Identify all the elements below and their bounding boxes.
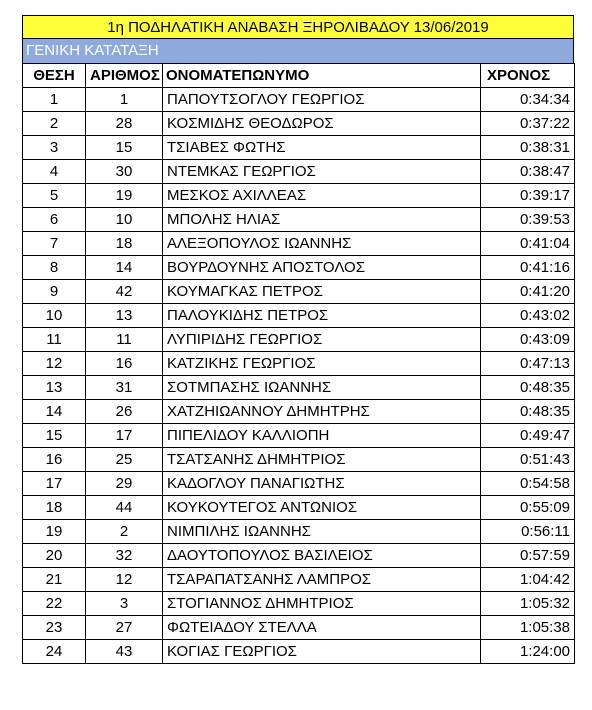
cell-position: 13 <box>23 376 86 400</box>
cell-name: ΛΥΠΙΡΙΔΗΣ ΓΕΩΡΓΙΟΣ <box>163 328 481 352</box>
cell-name: ΝΤΕΜΚΑΣ ΓΕΩΡΓΙΟΣ <box>163 160 481 184</box>
table-row <box>23 184 575 208</box>
table-row <box>23 328 575 352</box>
cell-time: 0:34:34 <box>481 88 575 112</box>
cell-name: ΜΕΣΚΟΣ ΑΧΙΛΛΕΑΣ <box>163 184 481 208</box>
cell-number: 15 <box>86 136 163 160</box>
cell-name: ΝΙΜΠΙΛΗΣ ΙΩΑΝΝΗΣ <box>163 520 481 544</box>
cell-time: 0:41:20 <box>481 280 575 304</box>
cell-time: 0:43:09 <box>481 328 575 352</box>
cell-number: 12 <box>86 568 163 592</box>
cell-time: 0:56:11 <box>481 520 575 544</box>
cell-name: ΒΟΥΡΔΟΥΝΗΣ ΑΠΟΣΤΟΛΟΣ <box>163 256 481 280</box>
cell-name: ΤΣΑΡΑΠΑΤΣΑΝΗΣ ΛΑΜΠΡΟΣ <box>163 568 481 592</box>
cell-position: 23 <box>23 616 86 640</box>
cell-name: ΧΑΤΖΗΙΩΑΝΝΟΥ ΔΗΜΗΤΡΗΣ <box>163 400 481 424</box>
cell-position: 7 <box>23 232 86 256</box>
cell-time: 1:04:42 <box>481 568 575 592</box>
cell-position: 17 <box>23 472 86 496</box>
header-row <box>23 64 575 88</box>
section-title: ΓΕΝΙΚΗ ΚΑΤΑΤΑΞΗ <box>22 39 574 63</box>
cell-name: ΣΟΤΜΠΑΣΗΣ ΙΩΑΝΝΗΣ <box>163 376 481 400</box>
cell-number: 19 <box>86 184 163 208</box>
cell-time: 0:57:59 <box>481 544 575 568</box>
cell-number: 28 <box>86 112 163 136</box>
cell-time: 0:55:09 <box>481 496 575 520</box>
cell-position: 8 <box>23 256 86 280</box>
table-row <box>23 616 575 640</box>
cell-number: 10 <box>86 208 163 232</box>
cell-number: 13 <box>86 304 163 328</box>
cell-position: 21 <box>23 568 86 592</box>
cell-number: 17 <box>86 424 163 448</box>
cell-number: 42 <box>86 280 163 304</box>
cell-number: 18 <box>86 232 163 256</box>
cell-position: 1 <box>23 88 86 112</box>
cell-time: 1:05:38 <box>481 616 575 640</box>
cell-number: 25 <box>86 448 163 472</box>
cell-time: 0:48:35 <box>481 400 575 424</box>
cell-position: 20 <box>23 544 86 568</box>
cell-position: 11 <box>23 328 86 352</box>
cell-position: 3 <box>23 136 86 160</box>
table-row <box>23 208 575 232</box>
cell-name: ΔΑΟΥΤΟΠΟΥΛΟΣ ΒΑΣΙΛΕΙΟΣ <box>163 544 481 568</box>
cell-time: 0:39:17 <box>481 184 575 208</box>
table-row <box>23 88 575 112</box>
cell-number: 29 <box>86 472 163 496</box>
cell-name: ΠΑΠΟΥΤΣΟΓΛΟΥ ΓΕΩΡΓΙΟΣ <box>163 88 481 112</box>
cell-number: 30 <box>86 160 163 184</box>
cell-time: 0:39:53 <box>481 208 575 232</box>
cell-time: 0:47:13 <box>481 352 575 376</box>
cell-time: 0:43:02 <box>481 304 575 328</box>
cell-position: 2 <box>23 112 86 136</box>
cell-number: 1 <box>86 88 163 112</box>
cell-position: 24 <box>23 640 86 664</box>
cell-time: 0:51:43 <box>481 448 575 472</box>
cell-time: 0:38:31 <box>481 136 575 160</box>
cell-number: 43 <box>86 640 163 664</box>
cell-number: 31 <box>86 376 163 400</box>
cell-time: 0:49:47 <box>481 424 575 448</box>
table-row <box>23 592 575 616</box>
table-row <box>23 160 575 184</box>
cell-time: 0:37:22 <box>481 112 575 136</box>
cell-number: 16 <box>86 352 163 376</box>
cell-number: 14 <box>86 256 163 280</box>
cell-name: ΚΟΥΚΟΥΤΕΓΟΣ ΑΝΤΩΝΙΟΣ <box>163 496 481 520</box>
cell-position: 18 <box>23 496 86 520</box>
cell-time: 0:41:04 <box>481 232 575 256</box>
results-sheet <box>22 15 574 664</box>
table-row <box>23 640 575 664</box>
header-number: ΑΡΙΘΜΟΣ <box>86 64 163 88</box>
cell-name: ΚΑΤΖΙΚΗΣ ΓΕΩΡΓΙΟΣ <box>163 352 481 376</box>
cell-position: 19 <box>23 520 86 544</box>
cell-name: ΑΛΕΞΟΠΟΥΛΟΣ ΙΩΑΝΝΗΣ <box>163 232 481 256</box>
cell-number: 32 <box>86 544 163 568</box>
cell-position: 22 <box>23 592 86 616</box>
cell-number: 26 <box>86 400 163 424</box>
table-row <box>23 544 575 568</box>
header-time: ΧΡΟΝΟΣ <box>481 64 575 88</box>
cell-name: ΚΟΣΜΙΔΗΣ ΘΕΟΔΩΡΟΣ <box>163 112 481 136</box>
header-name: ΟΝΟΜΑΤΕΠΩΝΥΜΟ <box>163 64 481 88</box>
table-row <box>23 280 575 304</box>
cell-name: ΣΤΟΓΙΑΝΝΟΣ ΔΗΜΗΤΡΙΟΣ <box>163 592 481 616</box>
cell-position: 9 <box>23 280 86 304</box>
cell-position: 16 <box>23 448 86 472</box>
cell-position: 5 <box>23 184 86 208</box>
cell-position: 14 <box>23 400 86 424</box>
cell-time: 0:41:16 <box>481 256 575 280</box>
table-row <box>23 232 575 256</box>
table-row <box>23 424 575 448</box>
table-row <box>23 304 575 328</box>
cell-name: ΠΑΛΟΥΚΙΔΗΣ ΠΕΤΡΟΣ <box>163 304 481 328</box>
cell-name: ΚΟΥΜΑΓΚΑΣ ΠΕΤΡΟΣ <box>163 280 481 304</box>
table-row <box>23 496 575 520</box>
table-row <box>23 352 575 376</box>
cell-name: ΦΩΤΕΙΑΔΟΥ ΣΤΕΛΛΑ <box>163 616 481 640</box>
table-row <box>23 568 575 592</box>
header-position: ΘΕΣΗ <box>23 64 86 88</box>
cell-name: ΠΙΠΕΛΙΔΟΥ ΚΑΛΛΙΟΠΗ <box>163 424 481 448</box>
table-row <box>23 472 575 496</box>
cell-name: ΚΟΓΙΑΣ ΓΕΩΡΓΙΟΣ <box>163 640 481 664</box>
cell-number: 11 <box>86 328 163 352</box>
cell-position: 6 <box>23 208 86 232</box>
cell-name: ΚΑΔΟΓΛΟΥ ΠΑΝΑΓΙΩΤΗΣ <box>163 472 481 496</box>
cell-number: 44 <box>86 496 163 520</box>
table-row <box>23 448 575 472</box>
cell-name: ΤΣΙΑΒΕΣ ΦΩΤΗΣ <box>163 136 481 160</box>
cell-time: 1:24:00 <box>481 640 575 664</box>
cell-number: 27 <box>86 616 163 640</box>
cell-time: 0:54:58 <box>481 472 575 496</box>
cell-time: 0:38:47 <box>481 160 575 184</box>
table-row <box>23 400 575 424</box>
document-title: 1η ΠΟΔΗΛΑΤΙΚΗ ΑΝΑΒΑΣΗ ΞΗΡΟΛΙΒΑΔΟΥ 13/06/2019 <box>22 15 574 39</box>
table-row <box>23 256 575 280</box>
cell-name: ΤΣΑΤΣΑΝΗΣ ΔΗΜΗΤΡΙΟΣ <box>163 448 481 472</box>
cell-position: 12 <box>23 352 86 376</box>
cell-position: 15 <box>23 424 86 448</box>
results-table <box>22 63 575 664</box>
cell-number: 3 <box>86 592 163 616</box>
table-row <box>23 520 575 544</box>
cell-number: 2 <box>86 520 163 544</box>
results-body <box>23 88 575 664</box>
table-row <box>23 376 575 400</box>
cell-name: ΜΠΟΛΗΣ ΗΛΙΑΣ <box>163 208 481 232</box>
cell-time: 0:48:35 <box>481 376 575 400</box>
cell-position: 4 <box>23 160 86 184</box>
cell-time: 1:05:32 <box>481 592 575 616</box>
cell-position: 10 <box>23 304 86 328</box>
table-row <box>23 136 575 160</box>
table-row <box>23 112 575 136</box>
